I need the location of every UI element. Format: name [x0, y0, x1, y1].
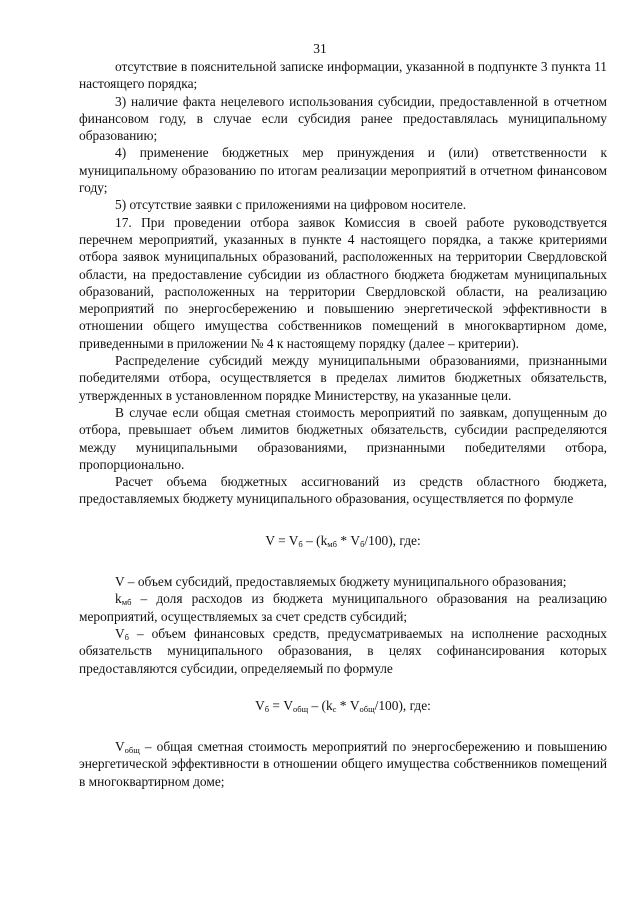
document-body	[79, 58, 607, 790]
list-item-3: 3) наличие факта нецелевого использования субсидии, предоставленной в отчетном финансовом году, в случае если субсидия ранее предоставлялась муниципальному образованию;	[79, 93, 607, 144]
paragraph: отсутствие в пояснительной записке информации, указанной в подпункте 3 пункта 11 настоящего порядка;	[79, 59, 607, 92]
definition-vb: $V_б$ – объем финансовых средств, предусматриваемых на исполнение расходных обязательств муниципального образования, в целях софинансирования которых предоставляются субсидии, определяемый по формуле	[79, 625, 607, 676]
paragraph: В случае если общая сметная стоимость мероприятий по заявкам, допущенным до отбора, превышает объем лимитов бюджетных обязательств, субсидии распределяются между муниципальными образованиями, признанными победителями отбора, пропорционально.	[79, 404, 607, 472]
page-number: 31	[313, 41, 327, 56]
paragraph: Расчет объема бюджетных ассигнований из средств областного бюджета, предоставляемых бюджету муниципального образования, осуществляется по формуле	[79, 474, 607, 507]
list-item-5: 5) отсутствие заявки с приложениями на цифровом носителе.	[115, 197, 467, 213]
definition-kmb: $k_{мб}$ – доля расходов из бюджета муниципального образования на реализацию мероприятий, осуществляемых за счет средств субсидий;	[79, 591, 607, 624]
definition-vobsch: $V_{общ}$ – общая сметная стоимость мероприятий по энергосбережению и повышению энергетической эффективности в отношении общего имущества собственников помещений в многоквартирном доме;	[79, 739, 607, 789]
list-item-4: 4) применение бюджетных мер принуждения и (или) ответственности к муниципальному образованию по итогам реализации мероприятий в отчетном финансовом году;	[79, 145, 607, 196]
paragraph-17: 17. При проведении отбора заявок Комиссия в своей работе руководствуется перечнем мероприятий, указанных в пункте 4 настоящего порядка, а также критериями отбора заявок муниципальных образований, расположенных на территории Свердловской области, на предоставление субсидии из областного бюджета бюджетам муниципальных образований, расположенных на территории Свердловской области, на реализацию мероприятий по энергосбережению и повышению энергетической эффективности в отношении общего имущества собственников помещений в многоквартирном доме, приведенными в приложении № 4 к настоящему порядку (далее – критерии).	[79, 214, 607, 351]
formula-financing: $V_б = V_{общ} - (k_с * V_{общ}/100)$, где:	[255, 697, 431, 714]
formula-subsidy: $V = V_б - (k_{мб} * V_б/100)$, где:	[265, 532, 421, 549]
definition-v: V – объем субсидий, предоставляемых бюджету муниципального образования;	[115, 574, 567, 590]
paragraph: Распределение субсидий между муниципальными образованиями, признанными победителями отбора, осуществляется в пределах лимитов бюджетных обязательств, утвержденных в установленном порядке Министерству, на указанные цели.	[79, 353, 607, 403]
